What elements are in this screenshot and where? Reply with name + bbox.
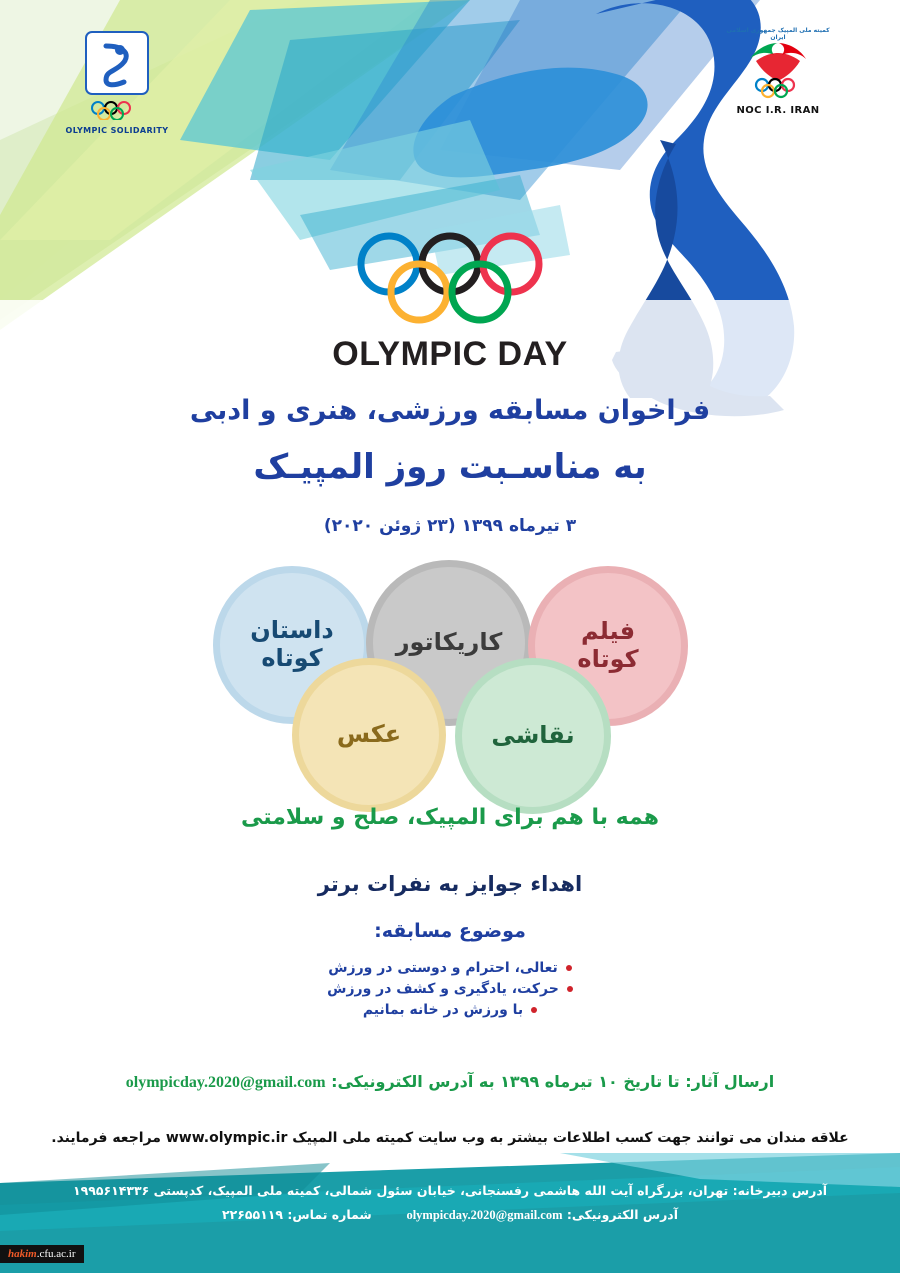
list-item <box>0 960 900 976</box>
category-rings-group <box>0 560 900 780</box>
more-info-line: علاقه مندان می توانند جهت کسب اطلاعات بیشتر به وب سایت کمیته ملی المپیک www.olympic.ir مراجعه فرمایند. <box>51 1130 849 1146</box>
site-badge-domain: .cfu.ac.ir <box>36 1248 76 1260</box>
page-title: OLYMPIC DAY <box>332 335 568 373</box>
event-date: ۳ تیرماه ۱۳۹۹ (۲۳ ژوئن ۲۰۲۰) <box>323 516 577 536</box>
footer-text <box>0 1179 900 1228</box>
headline-secondary: به مناسـبت روز المپیـک <box>253 447 647 487</box>
site-badge-name: hakim <box>8 1248 37 1260</box>
footer-contact-row <box>0 1203 900 1228</box>
category-photo-label: عکس <box>336 720 402 749</box>
prizes-note: اهداء جوایز به نفرات برتر <box>317 872 583 896</box>
footer <box>0 1153 900 1273</box>
category-photo <box>292 658 446 812</box>
submission-email[interactable]: olympicday.2020@gmail.com <box>125 1074 326 1091</box>
topics-title: موضوع مسابقه: <box>374 920 526 942</box>
category-short-story-label-1: داستان <box>250 616 334 645</box>
submission-label: ارسال آثار: تا تاریخ ۱۰ تیرماه ۱۳۹۹ به آدرس الکترونیکی: <box>331 1072 775 1091</box>
bullet-icon <box>567 986 573 992</box>
olympic-solidarity-caption: OLYMPIC SOLIDARITY <box>65 126 169 135</box>
topics-list <box>0 955 900 1023</box>
olympic-solidarity-logo <box>62 30 172 135</box>
slogan: همه با هم برای المپیک، صلح و سلامتی <box>241 805 659 830</box>
headline-primary: فراخوان مسابقه ورزشی، هنری و ادبی <box>189 395 711 426</box>
footer-address: آدرس دبیرخانه: تهران، بزرگراه آیت الله هاشمی رفسنجانی، خیابان سئول شمالی، کمیته ملی المپیک، کدپستی ۱۹۹۵۶۱۴۳۳۶ <box>72 1183 828 1198</box>
footer-email-label: آدرس الکترونیکی: <box>566 1206 678 1222</box>
noc-iran-caption-fa: کمیته ملی المپیک جمهوری اسلامی ایران <box>726 27 830 41</box>
list-item <box>0 981 900 997</box>
category-caricature-label: کاریکاتور <box>395 628 503 657</box>
category-painting-label: نقاشی <box>491 721 575 750</box>
olympic-rings-icon <box>0 232 900 328</box>
topic-text: تعالی، احترام و دوستی در ورزش <box>328 960 558 976</box>
category-short-film-label-1: فیلم <box>580 617 636 646</box>
category-short-film-label-2: کوتاه <box>577 645 639 673</box>
topic-text: با ورزش در خانه بمانیم <box>362 1002 524 1018</box>
footer-phone: ۲۲۶۵۵۱۱۹ <box>222 1206 284 1222</box>
bullet-icon <box>531 1007 537 1013</box>
noc-iran-logo <box>718 25 838 116</box>
submission-line <box>0 1072 900 1092</box>
category-short-story-label-2: کوتاه <box>261 644 323 672</box>
topic-text: حرکت، یادگیری و کشف در ورزش <box>327 981 559 997</box>
footer-phone-label: شماره تماس: <box>287 1206 372 1222</box>
olympic-rings-icon-small <box>87 100 147 120</box>
noc-iran-caption: NOC I.R. IRAN <box>736 105 820 116</box>
category-painting <box>455 658 611 814</box>
site-badge[interactable] <box>0 1245 84 1263</box>
footer-email[interactable]: olympicday.2020@gmail.com <box>406 1207 563 1222</box>
bullet-icon <box>566 965 572 971</box>
list-item <box>0 1002 900 1018</box>
